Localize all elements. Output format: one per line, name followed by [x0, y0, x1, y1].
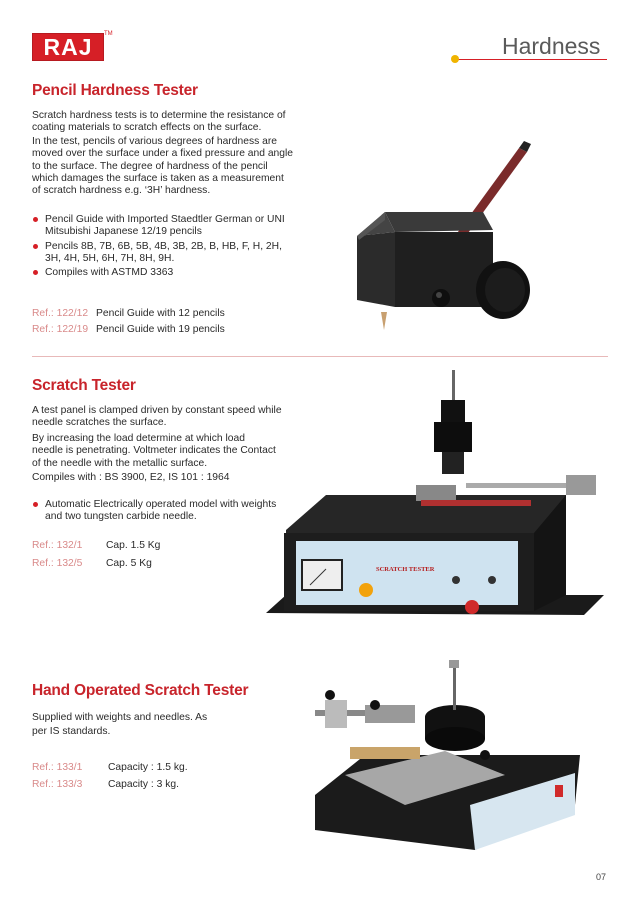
scratch-tester-image [266, 365, 606, 625]
list-item: Compiles with ASTMD 3363 [32, 267, 294, 279]
list-item: Pencils 8B, 7B, 6B, 5B, 4B, 3B, 2B, B, HB, F, H, 2H, 3H, 4H, 5H, 6H, 7H, 8H, 9H. [32, 241, 294, 266]
ref-row: Ref.: 132/5 Cap. 5 Kg [32, 558, 152, 569]
pencil-intro: Scratch hardness tests is to determine the resistance of coating materials to scratch effects on the surface. [32, 110, 286, 134]
hand-section-title: Hand Operated Scratch Tester [32, 682, 249, 699]
ref-row: Ref.: 122/12 Pencil Guide with 12 pencils [32, 308, 225, 319]
ref-row: Ref.: 133/3 Capacity : 3 kg. [32, 779, 179, 790]
raj-logo: RAJ [32, 33, 104, 61]
ref-row: Ref.: 133/1 Capacity : 1.5 kg. [32, 762, 188, 773]
pencil-features [32, 214, 294, 281]
pencil-description: In the test, pencils of various degrees of hardness are moved over the surface under a fixed pressure and angle to the surface. The degree of hardness of the pencil which damages the surface is taken as a measurement of scratch hardness e.g. ‘3H’ hardness. [32, 136, 294, 197]
trademark-mark: TM [104, 31, 113, 37]
scratch-compliance: Compiles with : BS 3900, E2, IS 101 : 1964 [32, 472, 230, 483]
page-number: 07 [596, 872, 607, 882]
header-dot-icon [451, 55, 459, 63]
hand-description: Supplied with weights and needles. As per IS standards. [32, 712, 208, 737]
bullet-icon [33, 502, 38, 507]
header-rule [455, 59, 607, 60]
list-item: Automatic Electrically operated model with weights and two tungsten carbide needle. [32, 499, 282, 524]
bullet-icon [33, 244, 38, 249]
bullet-icon [33, 270, 38, 275]
pencil-hardness-tester-image [355, 140, 535, 335]
panel-label: SCRATCH TESTER [376, 566, 435, 573]
scratch-section-title: Scratch Tester [32, 377, 136, 394]
pencil-section-title: Pencil Hardness Tester [32, 82, 198, 99]
section-divider [32, 356, 608, 357]
list-item: Pencil Guide with Imported Staedtler German or UNI Mitsubishi Japanese 12/19 pencils [32, 214, 294, 239]
scratch-intro: A test panel is clamped driven by constant speed while needle scratches the surface. [32, 405, 282, 429]
ref-row: Ref.: 132/1 Cap. 1.5 Kg [32, 540, 161, 551]
scratch-features [32, 499, 282, 526]
category-title: Hardness [502, 33, 601, 59]
ref-row: Ref.: 122/19 Pencil Guide with 19 pencils [32, 324, 225, 335]
hand-operated-scratch-tester-image [305, 655, 585, 855]
bullet-icon [33, 217, 38, 222]
scratch-description: By increasing the load determine at which load needle is penetrating. Voltmeter indicates the Contact of the needle with the metallic surface. [32, 433, 276, 469]
